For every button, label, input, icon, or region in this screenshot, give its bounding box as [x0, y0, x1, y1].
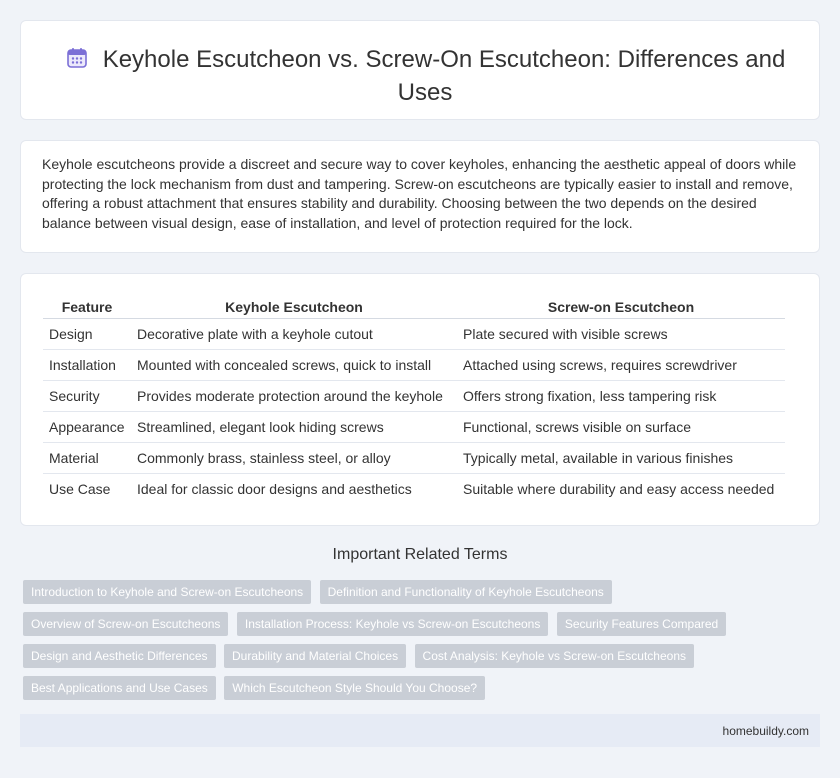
table-row	[43, 318, 785, 349]
related-term-tag[interactable]: Design and Aesthetic Differences	[23, 644, 216, 668]
row-feature: Appearance	[43, 411, 131, 442]
footer-bar	[20, 714, 820, 747]
intro-card	[20, 140, 820, 253]
row-keyhole: Provides moderate protection around the keyhole	[131, 380, 457, 411]
row-screw-on: Offers strong fixation, less tampering risk	[457, 380, 785, 411]
row-keyhole: Decorative plate with a keyhole cutout	[131, 318, 457, 349]
header-keyhole: Keyhole Escutcheon	[131, 296, 457, 318]
related-term-tag[interactable]: Best Applications and Use Cases	[23, 676, 216, 700]
related-term-tag[interactable]: Durability and Material Choices	[224, 644, 406, 668]
table-row	[43, 380, 785, 411]
header-screw-on: Screw-on Escutcheon	[457, 296, 785, 318]
page-title: Keyhole Escutcheon vs. Screw-On Escutcheon: Differences and Uses	[102, 46, 786, 106]
table-row	[43, 411, 785, 442]
row-screw-on: Functional, screws visible on surface	[457, 411, 785, 442]
footer-site-link[interactable]: homebuildy.com	[722, 724, 809, 738]
table-row	[43, 473, 785, 504]
related-terms-list	[23, 580, 823, 708]
table-header-row	[43, 296, 785, 318]
row-keyhole: Mounted with concealed screws, quick to install	[131, 349, 457, 380]
comparison-table	[43, 296, 785, 504]
row-keyhole: Streamlined, elegant look hiding screws	[131, 411, 457, 442]
row-feature: Installation	[43, 349, 131, 380]
header-card	[20, 20, 820, 120]
related-term-tag[interactable]: Overview of Screw-on Escutcheons	[23, 612, 228, 636]
header-feature: Feature	[43, 296, 131, 318]
related-term-tag[interactable]: Introduction to Keyhole and Screw-on Escutcheons	[23, 580, 311, 604]
related-term-tag[interactable]: Security Features Compared	[557, 612, 726, 636]
page-title-wrap	[61, 45, 789, 108]
table-row	[43, 349, 785, 380]
comparison-table-card	[20, 273, 820, 526]
related-term-tag[interactable]: Definition and Functionality of Keyhole Escutcheons	[320, 580, 612, 604]
row-feature: Security	[43, 380, 131, 411]
related-term-tag[interactable]: Which Escutcheon Style Should You Choose?	[224, 676, 485, 700]
related-terms-title: Important Related Terms	[332, 546, 508, 563]
row-feature: Design	[43, 318, 131, 349]
row-screw-on: Suitable where durability and easy access needed	[463, 480, 775, 497]
row-screw-on: Plate secured with visible screws	[457, 318, 785, 349]
row-screw-on: Typically metal, available in various finishes	[457, 442, 785, 473]
row-keyhole: Ideal for classic door designs and aesthetics	[137, 480, 412, 497]
row-feature: Use Case	[49, 480, 111, 497]
intro-paragraph: Keyhole escutcheons provide a discreet and secure way to cover keyholes, enhancing the aesthetic appeal of doors while protecting the lock mechanism from dust and tampering. Screw-on escutcheons are typically easier to install and remove, offering a robust attachment that ensures stability and durability. Choosing between the two depends on the desired balance between visual design, ease of installation, and level of protection required for the lock.	[42, 156, 797, 231]
related-term-tag[interactable]: Installation Process: Keyhole vs Screw-on Escutcheons	[237, 612, 548, 636]
table-row	[43, 442, 785, 473]
row-keyhole: Commonly brass, stainless steel, or alloy	[131, 442, 457, 473]
row-feature: Material	[43, 442, 131, 473]
row-screw-on: Attached using screws, requires screwdriver	[457, 349, 785, 380]
related-term-tag[interactable]: Cost Analysis: Keyhole vs Screw-on Escutcheons	[415, 644, 694, 668]
calendar-icon	[65, 46, 89, 78]
